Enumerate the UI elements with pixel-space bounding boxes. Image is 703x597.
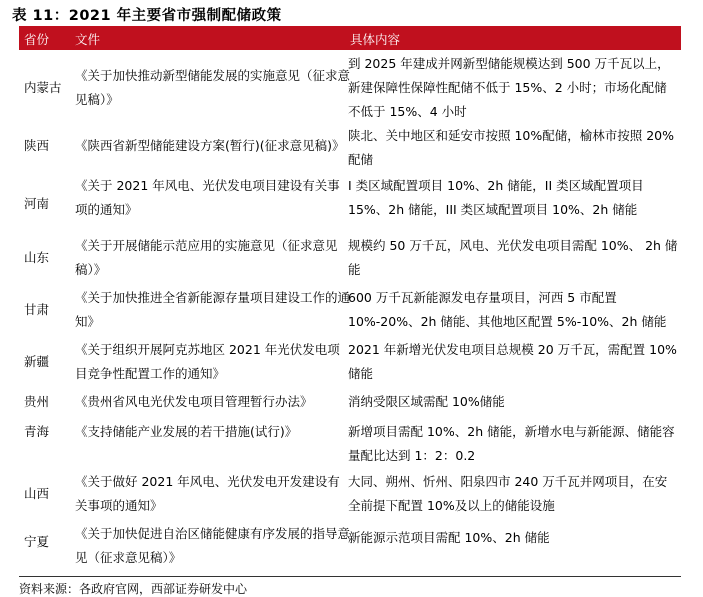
source-note: 资料来源：各政府官网，西部证券研发中心 [19, 582, 248, 596]
province-cell: 陕西 [24, 138, 50, 153]
table-row [19, 520, 681, 570]
document-cell: 《关于 2021 年风电、光伏发电项目建设有关事项的通知》 [75, 178, 340, 217]
province-cell: 山西 [24, 486, 50, 501]
table-row [19, 468, 681, 520]
content-cell: 规模约 50 万千瓦，风电、光伏发电项目需配 10%、 2h 储能 [348, 238, 678, 277]
header-content: 具体内容 [350, 32, 401, 47]
table-bottom-rule [19, 576, 681, 577]
table-title: 表 11：2021 年主要省市强制配储政策 [12, 8, 282, 24]
content-cell: 大同、朔州、忻州、阳泉四市 240 万千瓦并网项目，在安全前提下配置 10%及以上的储能设施 [348, 474, 668, 513]
content-cell: 2021 年新增光伏发电项目总规模 20 万千瓦，需配置 10%储能 [348, 342, 677, 381]
table-row [19, 388, 681, 418]
province-cell: 青海 [24, 424, 50, 439]
header-province: 省份 [24, 32, 50, 47]
document-cell: 《关于做好 2021 年风电、光伏发电开发建设有关事项的通知》 [75, 474, 340, 513]
table-row [19, 336, 681, 388]
province-cell: 新疆 [24, 354, 50, 369]
document-cell: 《关于加快促进自治区储能健康有序发展的指导意见（征求意见稿）》 [75, 526, 351, 565]
province-cell: 甘肃 [24, 302, 50, 317]
province-cell: 山东 [24, 250, 50, 265]
content-cell: I 类区域配置项目 10%、2h 储能，II 类区域配置项目 15%、2h 储能，III 类区域配置项目 10%、2h 储能 [348, 178, 644, 217]
content-cell: 新增项目需配 10%、2h 储能，新增水电与新能源、储能容量配比达到 1：2：0.2 [348, 424, 675, 463]
document-cell: 《关于加快推动新型储能发展的实施意见（征求意见稿）》 [75, 68, 351, 107]
content-cell: 消纳受限区域需配 10%储能 [348, 394, 505, 409]
table-row [19, 418, 681, 468]
document-cell: 《关于组织开展阿克苏地区 2021 年光伏发电项目竞争性配置工作的通知》 [75, 342, 340, 381]
content-cell: 新能源示范项目需配 10%、2h 储能 [348, 530, 550, 545]
content-cell: 600 万千瓦新能源发电存量项目，河西 5 市配置 10%-20%、2h 储能、其他地区配置 5%-10%、2h 储能 [348, 290, 667, 329]
content-cell: 到 2025 年建成并网新型储能规模达到 500 万千瓦以上，新建保障性保障性配储不低于 15%、2 小时；市场化配储不低于 15%、4 小时 [348, 56, 670, 119]
table-row [19, 122, 681, 172]
province-cell: 贵州 [24, 394, 50, 409]
table-header [19, 26, 681, 50]
province-cell: 河南 [24, 196, 50, 211]
document-cell: 《支持储能产业发展的若干措施(试行)》 [75, 424, 298, 439]
province-cell: 宁夏 [24, 534, 50, 549]
document-cell: 《关于加快推进全省新能源存量项目建设工作的通知》 [75, 290, 351, 329]
policy-table [19, 50, 681, 570]
province-cell: 内蒙古 [24, 80, 62, 95]
table-row [19, 232, 681, 284]
content-cell: 陕北、关中地区和延安市按照 10%配储，榆林市按照 20%配储 [348, 128, 675, 167]
table-row [19, 172, 681, 232]
table-row [19, 50, 681, 122]
document-cell: 《关于开展储能示范应用的实施意见（征求意见稿）》 [75, 238, 338, 277]
header-document: 文件 [75, 32, 101, 47]
document-cell: 《陕西省新型储能建设方案(暂行)(征求意见稿)》 [75, 138, 345, 153]
document-cell: 《贵州省风电光伏发电项目管理暂行办法》 [75, 394, 313, 409]
table-row [19, 284, 681, 336]
